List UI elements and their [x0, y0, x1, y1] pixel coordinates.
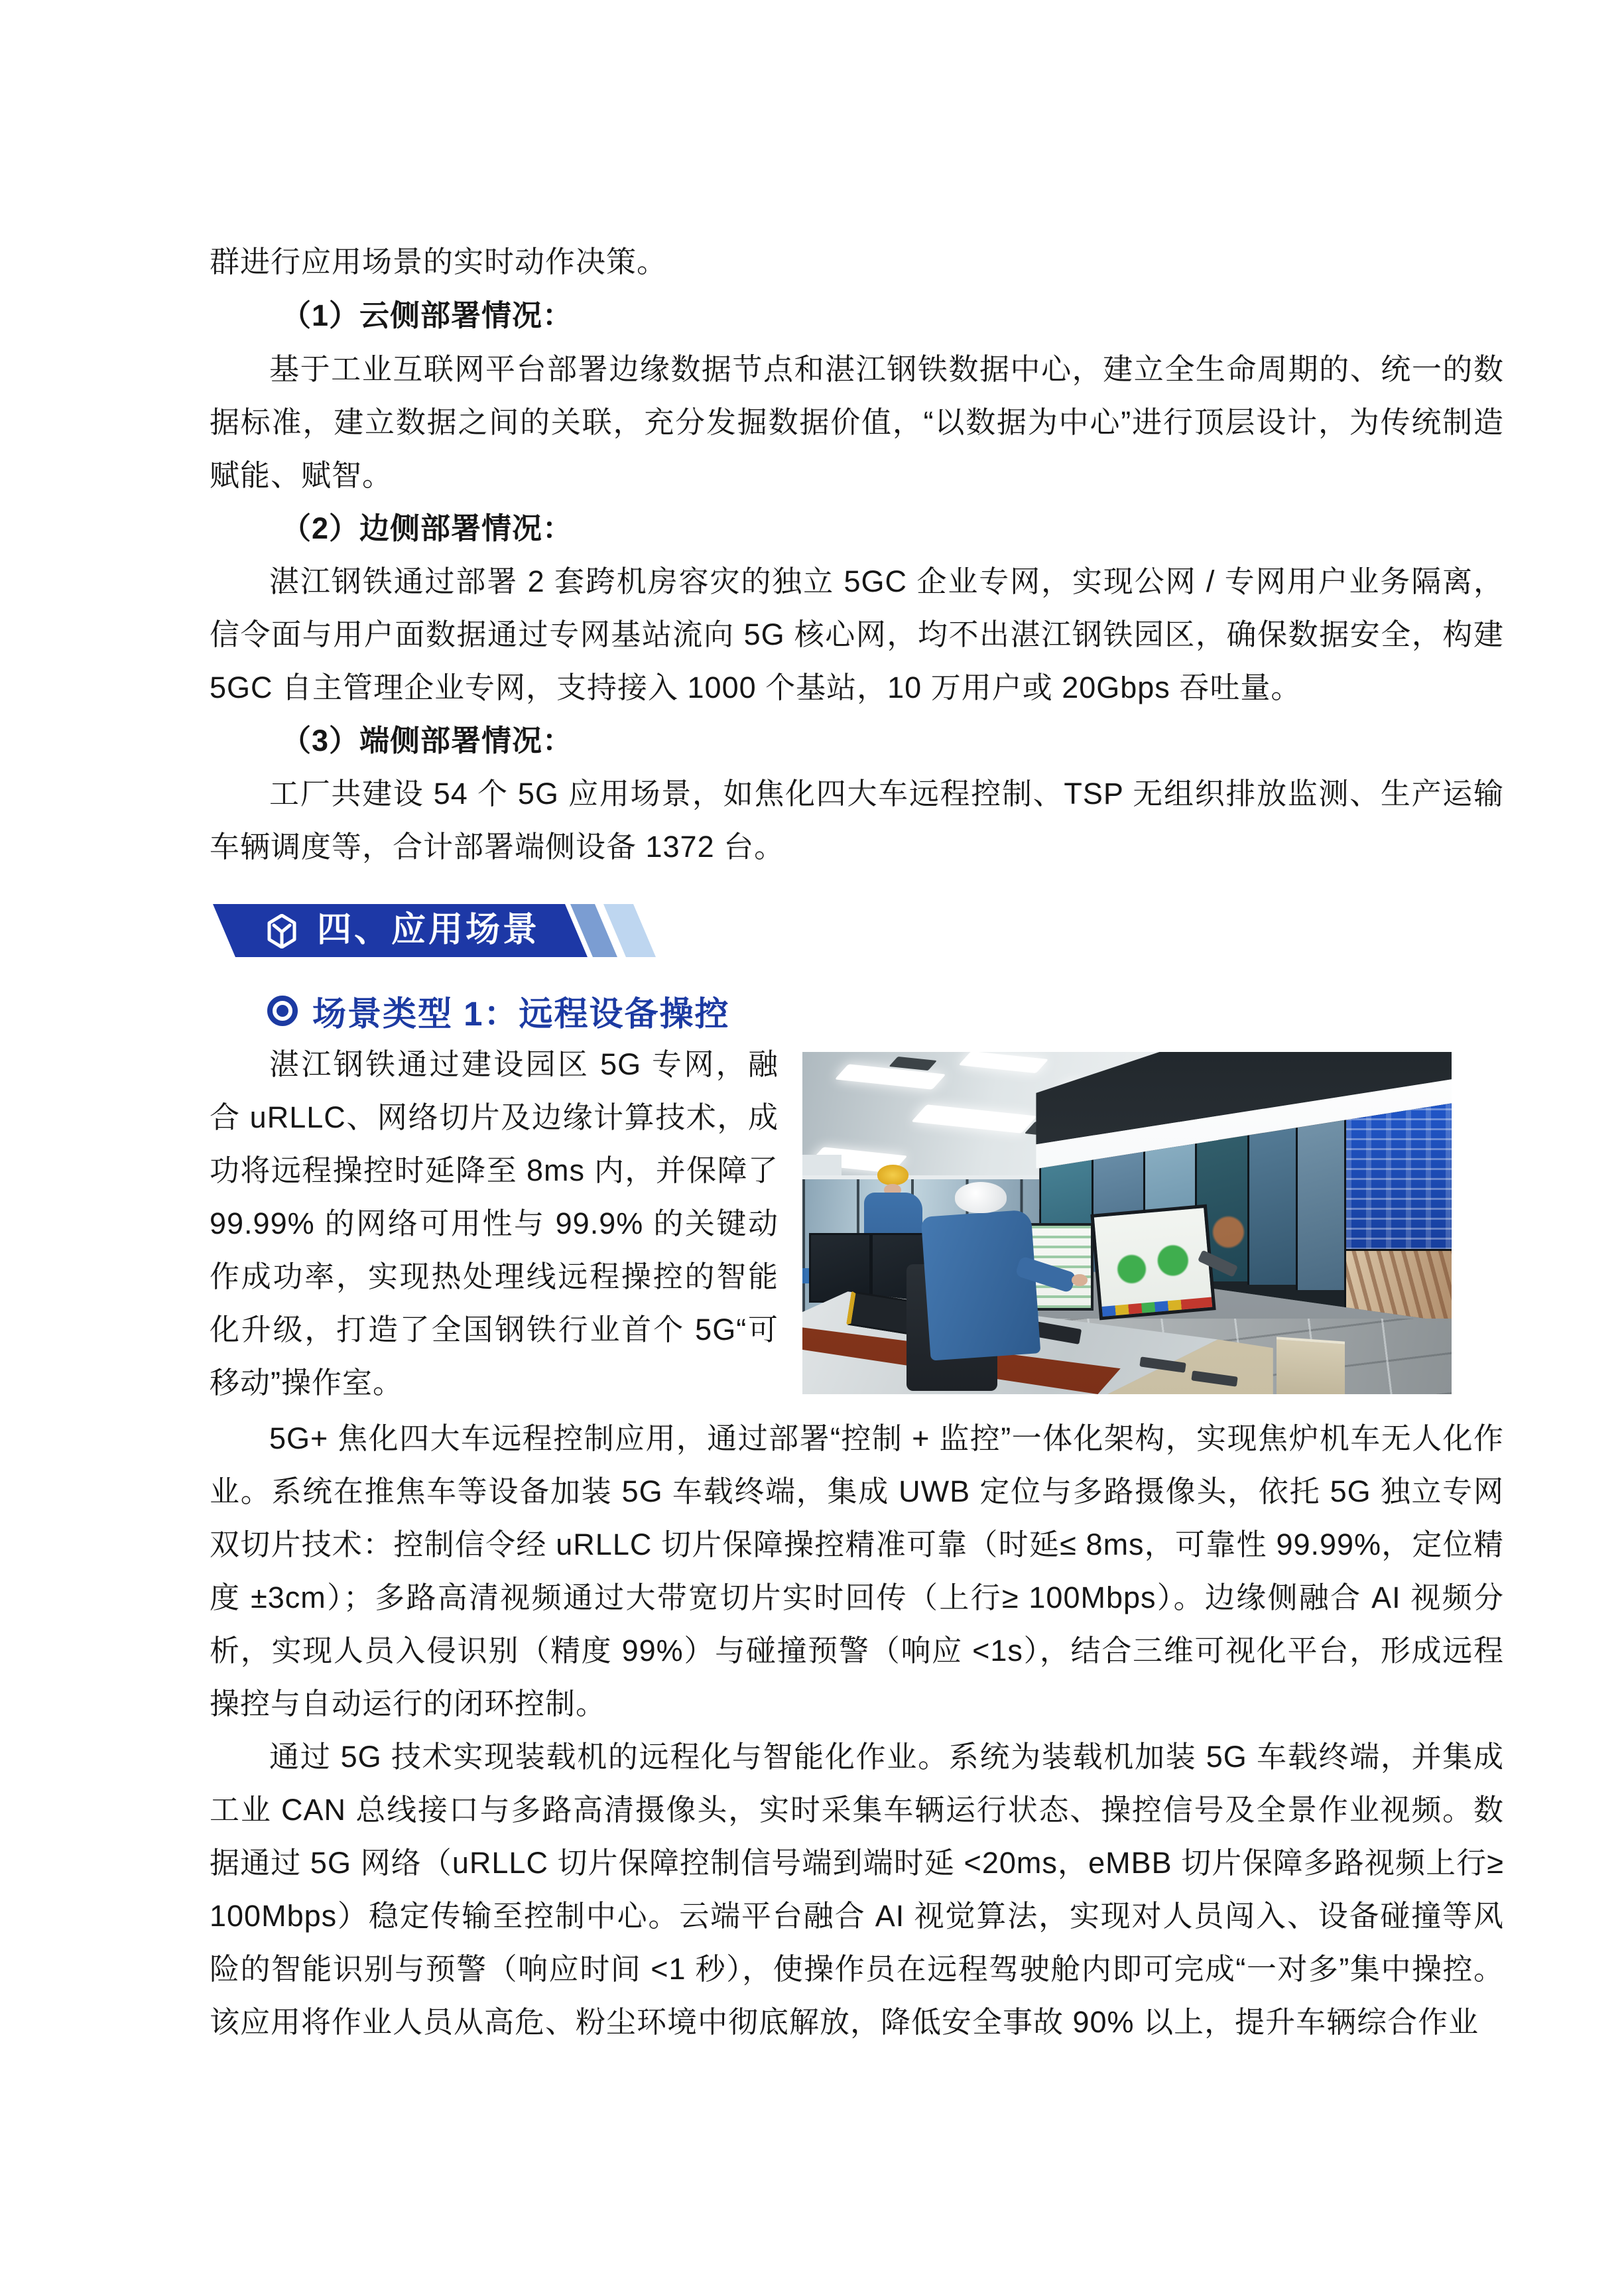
yellow-hard-hat — [877, 1165, 908, 1185]
subheading-edge: （2）边侧部署情况： — [281, 511, 574, 545]
paragraph-cloud: 基于工业互联网平台部署边缘数据节点和湛江钢铁数据中心，建立全生命周期的、统一的数据标准，建立数据之间的关联，充分发掘数据价值，“以数据为中心”进行顶层设计，为传统制造赋能、赋智。 — [210, 352, 1504, 492]
scene-heading-label: 场景类型 1：远程设备操控 — [312, 995, 730, 1033]
control-room-photo — [802, 1052, 1452, 1394]
scene-heading — [267, 986, 730, 1035]
paragraph-edge: 湛江钢铁通过部署 2 套跨机房容灾的独立 5GC 企业专网，实现公网 / 专网用户业务隔离，信令面与用户面数据通过专网基站流向 5G 核心网，均不出湛江钢铁园区，确保数据安全，构建 5GC 自主管理企业专网，支持接入 1000 个基站，10 万用户或 20Gbps 吞吐量。 — [210, 564, 1504, 704]
scada-dashboard-screen — [1344, 1098, 1452, 1249]
bullseye-icon — [267, 996, 298, 1026]
paragraph-lead: 群进行应用场景的实时动作决策。 — [210, 245, 668, 279]
white-hard-hat — [955, 1182, 1007, 1212]
cube-box-icon — [267, 914, 296, 948]
banner-title: 四、应用场景 — [317, 911, 540, 949]
paragraph-loader: 通过 5G 技术实现装载机的远程化与智能化作业。系统为装载机加装 5G 车载终端，并集成工业 CAN 总线接口与多路高清摄像头，实时采集车辆运行状态、操控信号及全景作业视频。数据通过 5G 网络（uRLLC 切片保障控制信号端到端时延 <20ms，eMBB 切片保障多路视频上行≥ 100Mbps）稳定传输至控制中心。云端平台融合 AI 视觉算法，实现对人员闯入、设备碰撞等风险的智能识别与预警（响应时间 <1 秒），使操作员在远程驾驶舱内即可完成“一对多”集中操控。该应用将作业人员从高危、粉尘环境中彻底解放，降低安全事故 90% 以上，提升车辆综合作业 — [210, 1740, 1504, 2039]
subheading-terminal: （3）端侧部署情况： — [281, 724, 574, 757]
cctv-feed — [1296, 1105, 1345, 1290]
paragraph-terminal: 工厂共建设 54 个 5G 应用场景，如焦化四大车远程控制、TSP 无组织排放监测、生产运输车辆调度等，合计部署端侧设备 1372 台。 — [210, 777, 1504, 864]
arm-mounted-monitor — [1090, 1205, 1216, 1320]
paragraph-scene-intro: 湛江钢铁通过建设园区 5G 专网，融合 uRLLC、网络切片及边缘计算技术，成功将远程操控时延降至 8ms 内，并保障了 99.99% 的网络可用性与 99.9% 的关键动作成功率，实现热处理线远程操控的智能化升级，打造了全国钢铁行业首个 5G“可移动”操作室。 — [210, 1047, 779, 1400]
cctv-feed — [1247, 1110, 1298, 1285]
seated-operator — [921, 1209, 1041, 1360]
operator-hand — [1072, 1274, 1087, 1286]
paragraph-coking-trucks: 5G+ 焦化四大车远程控制应用，通过部署“控制 + 监控”一体化架构，实现焦炉机车无人化作业。系统在推焦车等设备加装 5G 车载终端，集成 UWB 定位与多路摄像头，依托 5G 独立专网双切片技术：控制信令经 uRLLC 切片保障操控精准可靠（时延≤ 8ms，可靠性 99.99%，定位精度 ±3cm）；多路高清视频通过大带宽切片实时回传（上行≥ 100Mbps）。边缘侧融合 AI 视频分析，实现人员入侵识别（精度 99%）与碰撞预警（响应 <1s），结合三维可视化平台，形成远程操控与自动运行的闭环控制。 — [210, 1421, 1504, 1721]
subheading-cloud: （1）云侧部署情况： — [281, 298, 574, 332]
desk-pedestal — [1277, 1337, 1345, 1394]
